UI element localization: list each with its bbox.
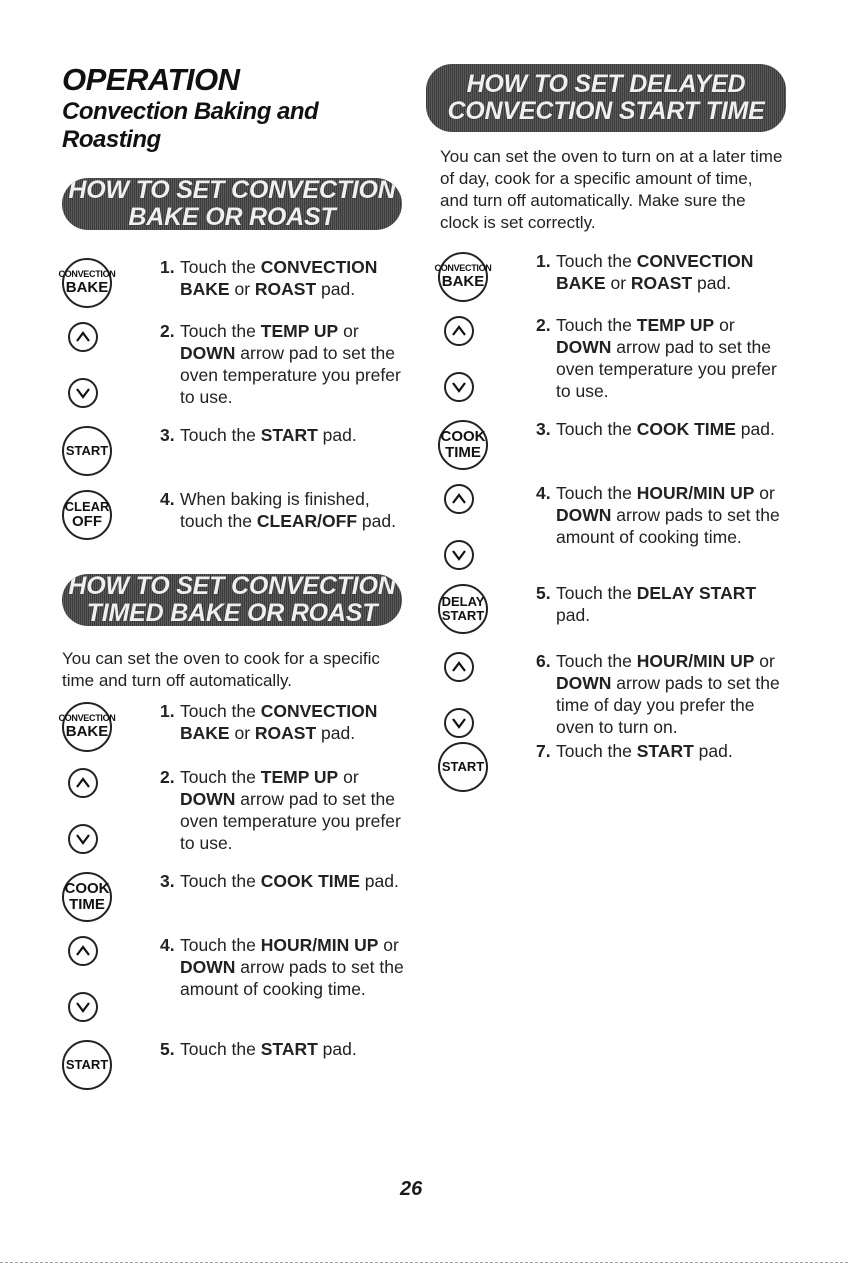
section-heading: OPERATION xyxy=(62,62,240,97)
step-number: 1. xyxy=(160,701,175,721)
step-text-run: arrow pad to set the oven temperature you prefer to use. xyxy=(556,337,777,401)
step-number: 3. xyxy=(160,425,175,445)
step-text-run: Touch the xyxy=(180,257,261,277)
bottom-rule xyxy=(0,1262,848,1263)
step-pad-name: CONVECTION BAKE xyxy=(556,251,754,293)
step-pad-name: DOWN xyxy=(180,789,236,809)
step-text-run: arrow pad to set the oven temperature you prefer to use. xyxy=(180,343,401,407)
step-text-run: Touch the xyxy=(180,425,261,445)
banner-line-1: HOW TO SET CONVECTION xyxy=(68,574,396,600)
step-text-run: arrow pads to set the amount of cooking time. xyxy=(180,957,404,999)
down-arrow-pad-icon xyxy=(444,372,474,402)
intro-timed-bake: You can set the oven to cook for a specific time and turn off automatically. xyxy=(62,649,380,690)
step-number: 2. xyxy=(536,315,551,335)
step-number: 3. xyxy=(160,871,175,891)
step-text xyxy=(180,870,410,892)
up-arrow-pad-icon xyxy=(68,322,98,352)
step-text-run: pad. xyxy=(556,605,591,625)
clear-off-pad-icon xyxy=(62,490,112,540)
step-pad-name: TEMP UP xyxy=(636,315,715,335)
step-text-run: or xyxy=(714,315,735,335)
step-text-run: arrow pads to set the amount of cooking time. xyxy=(556,505,780,547)
step-text xyxy=(180,1038,410,1060)
down-arrow-pad-icon xyxy=(68,378,98,408)
step-text-run: or xyxy=(229,279,255,299)
step-text xyxy=(180,488,410,532)
banner-convection-bake xyxy=(62,178,402,230)
step-number: 4. xyxy=(160,489,175,509)
step-text-run: Touch the xyxy=(556,651,637,671)
pad-label: START xyxy=(65,1057,109,1073)
step-text xyxy=(556,740,786,762)
down-arrow-pad-icon xyxy=(68,824,98,854)
step-text xyxy=(180,320,410,408)
step-pad-name: START xyxy=(260,425,318,445)
banner-line-2: BAKE OR ROAST xyxy=(128,203,336,230)
pad-label: BAKE xyxy=(65,722,109,740)
cook-time-pad-icon xyxy=(62,872,112,922)
up-arrow-pad-icon xyxy=(444,652,474,682)
banner-line-1: HOW TO SET CONVECTION xyxy=(68,178,396,204)
step-text xyxy=(180,700,410,744)
step-number: 1. xyxy=(536,251,551,271)
step-text xyxy=(180,766,410,854)
pad-label: BAKE xyxy=(441,272,485,290)
step-text xyxy=(556,482,786,548)
step-text xyxy=(180,934,410,1000)
step-text xyxy=(556,650,786,738)
banner-line-2: CONVECTION START TIME xyxy=(447,97,765,125)
banner-line-1: HOW TO SET DELAYED xyxy=(466,70,746,98)
step-text-run: Touch the xyxy=(180,321,261,341)
pad-label: CONVECTION xyxy=(434,263,492,274)
step-text-run: pad. xyxy=(735,419,775,439)
step-pad-name: START xyxy=(260,1039,318,1059)
step-pad-name: CONVECTION BAKE xyxy=(180,257,378,299)
cook-time-pad-icon xyxy=(438,420,488,470)
banner-line-2: TIMED BAKE OR ROAST xyxy=(86,599,378,626)
pad-label: START xyxy=(441,608,485,623)
step-pad-name: ROAST xyxy=(254,723,317,743)
pad-label: OFF xyxy=(72,512,102,530)
step-text-run: or xyxy=(338,767,359,787)
pad-label: DELAY xyxy=(441,594,485,610)
step-text-run: Touch the xyxy=(180,935,261,955)
step-number: 1. xyxy=(160,257,175,277)
start-pad-icon xyxy=(62,426,112,476)
step-pad-name: DOWN xyxy=(556,673,612,693)
step-text-run: pad. xyxy=(317,425,357,445)
start-pad-icon xyxy=(438,742,488,792)
step-text-run: Touch the xyxy=(180,1039,261,1059)
step-number: 7. xyxy=(536,741,551,761)
step-pad-name: TEMP UP xyxy=(260,321,339,341)
step-text-run: Touch the xyxy=(556,419,637,439)
pad-label: TIME xyxy=(69,896,105,913)
step-text xyxy=(556,582,786,626)
step-text-run: arrow pad to set the oven temperature you prefer to use. xyxy=(180,789,401,853)
step-text-run: or xyxy=(754,651,775,671)
pad-label: COOK xyxy=(440,428,486,446)
step-text xyxy=(556,418,786,440)
step-pad-name: HOUR/MIN UP xyxy=(636,651,755,671)
banner-timed-bake xyxy=(62,574,402,626)
step-pad-name: DOWN xyxy=(556,337,612,357)
step-number: 5. xyxy=(536,583,551,603)
step-text-run: Touch the xyxy=(180,871,261,891)
down-arrow-pad-icon xyxy=(68,992,98,1022)
pad-label: TIME xyxy=(445,444,481,461)
pad-label: START xyxy=(441,759,485,775)
step-number: 5. xyxy=(160,1039,175,1059)
step-text-run: or xyxy=(338,321,359,341)
step-pad-name: HOUR/MIN UP xyxy=(260,935,379,955)
step-text-run: arrow pads to set the time of day you prefer the oven to turn on. xyxy=(556,673,780,737)
pad-label: CONVECTION xyxy=(58,713,116,724)
step-pad-name: CLEAR/OFF xyxy=(256,511,358,531)
step-number: 4. xyxy=(536,483,551,503)
step-pad-name: DELAY START xyxy=(636,583,757,603)
step-text-run: pad. xyxy=(317,1039,357,1059)
pad-label: COOK xyxy=(64,880,110,898)
step-text-run: pad. xyxy=(692,273,732,293)
up-arrow-pad-icon xyxy=(68,936,98,966)
step-pad-name: DOWN xyxy=(180,343,236,363)
down-arrow-pad-icon xyxy=(444,708,474,738)
step-pad-name: ROAST xyxy=(630,273,693,293)
step-pad-name: COOK TIME xyxy=(636,419,736,439)
step-number: 2. xyxy=(160,321,175,341)
step-text-run: Touch the xyxy=(180,767,261,787)
step-text-run: When baking is finished, touch the xyxy=(180,489,370,531)
step-pad-name: ROAST xyxy=(254,279,317,299)
step-number: 3. xyxy=(536,419,551,439)
convection-bake-pad-icon xyxy=(58,258,116,308)
step-text-run: or xyxy=(378,935,399,955)
step-number: 6. xyxy=(536,651,551,671)
step-pad-name: START xyxy=(636,741,694,761)
step-pad-name: CONVECTION BAKE xyxy=(180,701,378,743)
pad-label: CONVECTION xyxy=(58,269,116,280)
convection-bake-pad-icon xyxy=(58,702,116,752)
step-pad-name: DOWN xyxy=(556,505,612,525)
step-text-run: Touch the xyxy=(556,483,637,503)
intro-delayed-start: You can set the oven to turn on at a later time of day, cook for a specific amount of time, and turn off automatically. Make sure the clock is set correctly. xyxy=(440,147,783,232)
step-text-run: Touch the xyxy=(556,315,637,335)
step-text-run: pad. xyxy=(357,511,396,531)
pad-label: BAKE xyxy=(65,278,109,296)
step-text xyxy=(180,424,410,446)
step-pad-name: HOUR/MIN UP xyxy=(636,483,755,503)
step-text-run: pad. xyxy=(359,871,399,891)
step-text-run: or xyxy=(229,723,255,743)
up-arrow-pad-icon xyxy=(444,316,474,346)
step-text-run: pad. xyxy=(693,741,733,761)
step-number: 4. xyxy=(160,935,175,955)
step-text-run: pad. xyxy=(316,723,356,743)
step-text-run: Touch the xyxy=(556,741,637,761)
step-text-run: pad. xyxy=(316,279,356,299)
banner-delayed-start xyxy=(426,64,786,132)
up-arrow-pad-icon xyxy=(444,484,474,514)
step-text-run: or xyxy=(754,483,775,503)
pad-label: CLEAR xyxy=(64,499,110,515)
step-text xyxy=(180,256,410,300)
step-text xyxy=(556,250,786,294)
delay-start-pad-icon xyxy=(438,584,488,634)
step-text-run: Touch the xyxy=(556,583,637,603)
convection-bake-pad-icon xyxy=(434,252,492,302)
step-number: 2. xyxy=(160,767,175,787)
step-text-run: or xyxy=(605,273,631,293)
step-pad-name: COOK TIME xyxy=(260,871,360,891)
start-pad-icon xyxy=(62,1040,112,1090)
step-pad-name: DOWN xyxy=(180,957,236,977)
pad-label: START xyxy=(65,443,109,459)
down-arrow-pad-icon xyxy=(444,540,474,570)
step-text-run: Touch the xyxy=(556,251,637,271)
step-text xyxy=(556,314,786,402)
up-arrow-pad-icon xyxy=(68,768,98,798)
step-text-run: Touch the xyxy=(180,701,261,721)
section-subtitle: Convection Baking and Roasting xyxy=(62,98,319,153)
page-number: 26 xyxy=(400,1178,423,1200)
step-pad-name: TEMP UP xyxy=(260,767,339,787)
